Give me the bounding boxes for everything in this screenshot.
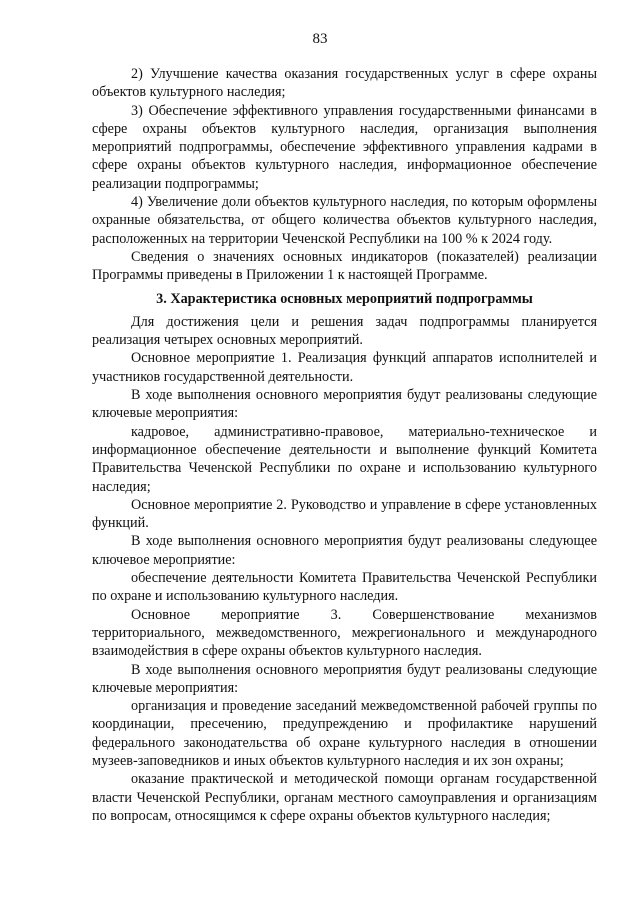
paragraph-measure-2-item: обеспечение деятельности Комитета Правительства Чеченской Республики по охране и использованию культурного наследия.: [92, 570, 597, 605]
paragraph-measure-3: Основное мероприятие 3. Совершенствование механизмов территориального, межведомственного, межрегионального и международного взаимодействия в сфере охраны объектов культурного наследия.: [92, 606, 597, 660]
paragraph-goal-2: 2) Улучшение качества оказания государственных услуг в сфере охраны объектов культурного наследия;: [92, 66, 597, 101]
paragraph-intro: Для достижения цели и решения задач подпрограммы планируется реализация четырех основных мероприятий.: [92, 313, 597, 349]
paragraph-measure-2-intro: В ходе выполнения основного мероприятия будут реализованы следующее ключевое мероприятие:: [92, 533, 597, 568]
paragraph-goal-4: 4) Увеличение доли объектов культурного наследия, по которым оформлены охранные обязательства, от общего количества объектов культурного наследия, расположенных на территории Чеченской Республики на 100 % к 2024 году.: [92, 194, 597, 247]
paragraph-indicators-reference: Сведения о значениях основных индикаторов (показателей) реализации Программы приведены в Приложении 1 к настоящей Программе.: [92, 248, 597, 284]
paragraph-measure-2: Основное мероприятие 2. Руководство и управление в сфере установленных функций.: [92, 496, 597, 532]
paragraph-measure-3-item-2: оказание практической и методической помощи органам государственной власти Чеченской Республики, органам местного самоуправления и организациям по вопросам, относящимся к сфере охраны объектов культурного наследия;: [92, 771, 597, 824]
paragraph-measure-1-item: кадровое, административно-правовое, материально-техническое и информационное обеспечение деятельности и выполнение функций Комитета Правительства Чеченской Республики по охране и использованию культурного наследия;: [92, 423, 597, 495]
paragraph-measure-3-intro: В ходе выполнения основного мероприятия будут реализованы следующие ключевые мероприятия:: [92, 661, 597, 696]
paragraph-goal-3: 3) Обеспечение эффективного управления государственными финансами в сфере охраны объектов культурного наследия, организация выполнения мероприятий подпрограммы, обеспечение эффективного управления кадрами в сфере охраны объектов культурного наследия, информационное обеспечение реализации подпрограммы;: [92, 102, 597, 192]
paragraph-measure-3-item-1: организация и проведение заседаний межведомственной рабочей группы по координации, пресечению, предупреждению и профилактике нарушений федерального законодательства об охране культурного наследия в отношении музеев-заповедников и иных объектов культурного наследия и их зон охраны;: [92, 698, 597, 769]
document-body: [92, 65, 597, 825]
section-heading: 3. Характеристика основных мероприятий подпрограммы: [156, 290, 533, 307]
page-number: 83: [312, 31, 328, 47]
paragraph-measure-1-intro: В ходе выполнения основного мероприятия будут реализованы следующие ключевые мероприятия:: [92, 387, 597, 422]
paragraph-measure-1: Основное мероприятие 1. Реализация функций аппаратов исполнителей и участников государственной деятельности.: [92, 350, 597, 385]
